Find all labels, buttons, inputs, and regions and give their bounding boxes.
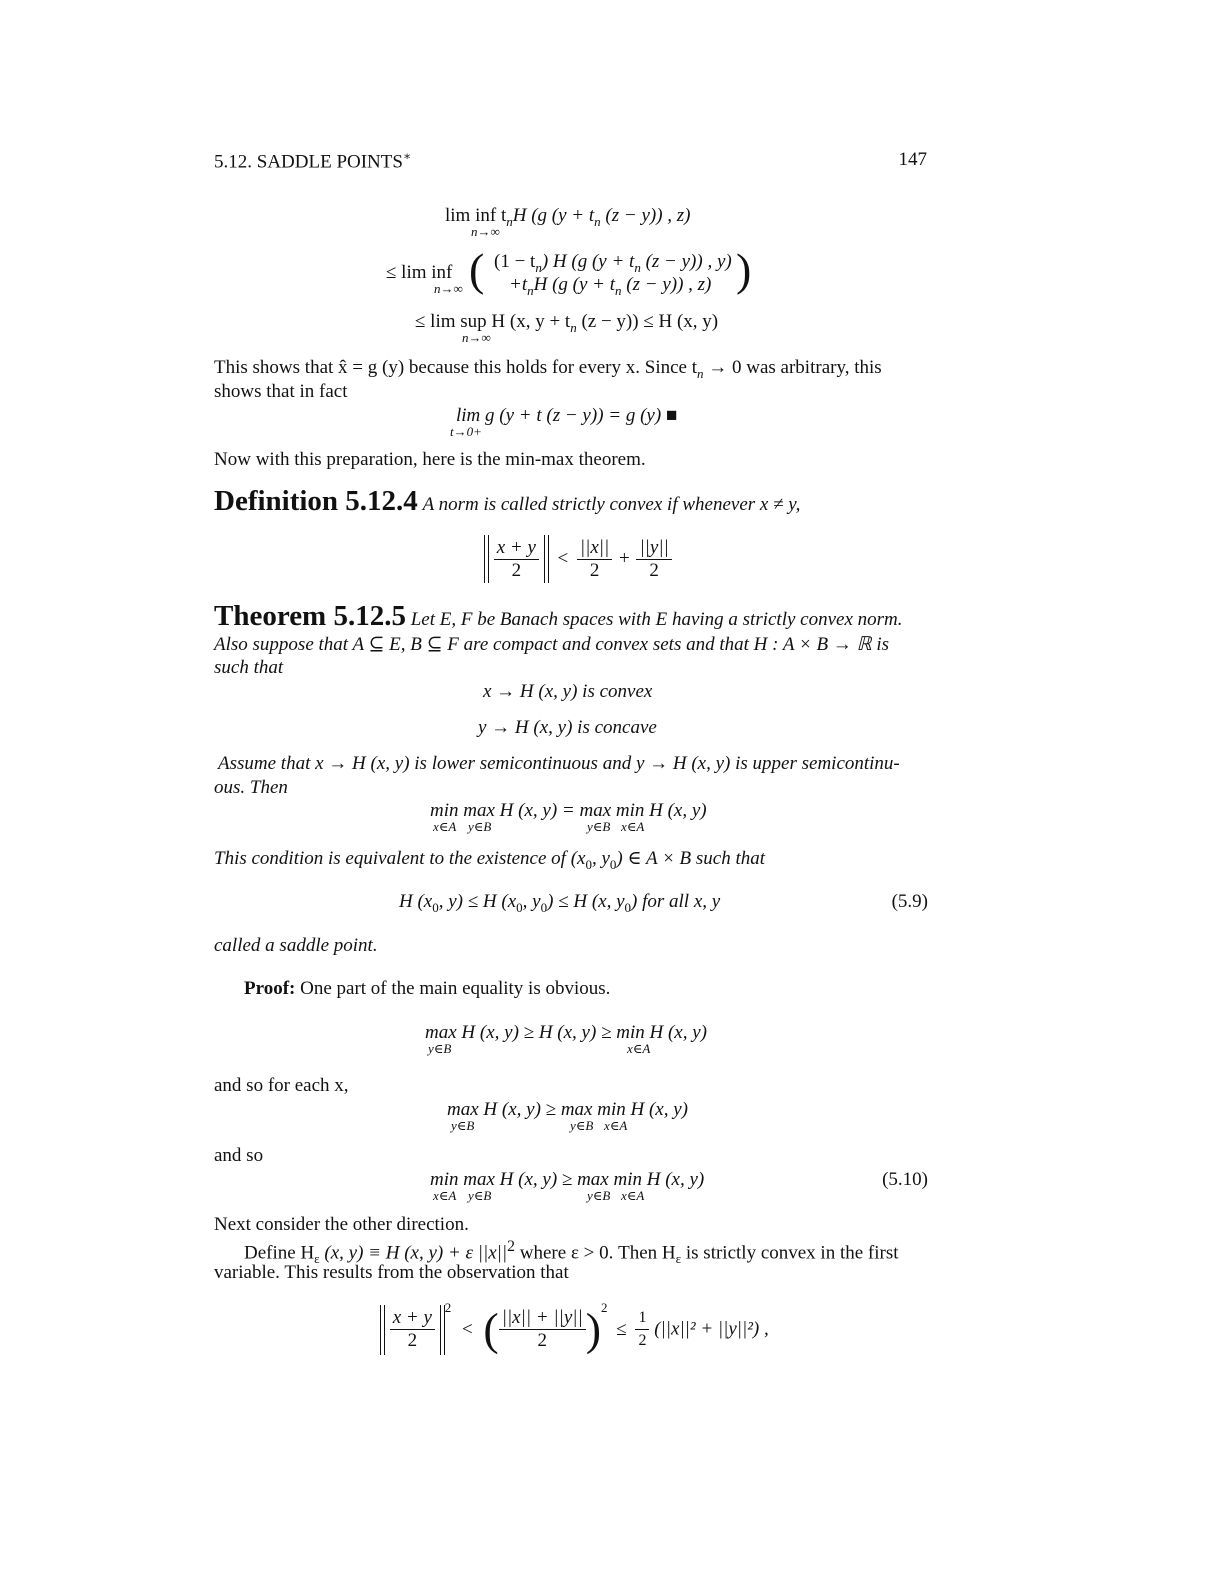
- numerator: x + y: [390, 1307, 435, 1330]
- denominator: 2: [537, 1330, 547, 1352]
- eq-text: ) ≤ H (x, y: [547, 891, 625, 912]
- eq-text: H (g (y + t: [512, 205, 595, 226]
- equation-liminf-prefix: ≤ lim inf: [386, 262, 453, 283]
- eq-text: , y: [522, 891, 541, 912]
- subscript-yB: y∈B: [468, 819, 492, 834]
- denominator: 2: [649, 559, 659, 581]
- equation-minmax: min max H (x, y) = max min H (x, y): [430, 800, 707, 821]
- paragraph-line: and so for each x,: [214, 1075, 349, 1096]
- numerator: ||x|| + ||y||: [499, 1307, 586, 1330]
- numerator: x + y: [494, 537, 539, 560]
- theorem-line: Also suppose that A ⊆ E, B ⊆ F are compact and convex sets and that H : A × B → ℝ is: [214, 634, 890, 655]
- eq-text: H (x: [399, 891, 433, 912]
- paragraph-line: shows that in fact: [214, 381, 348, 402]
- paragraph-line: This shows that x̂ = g (y) because this holds for every x. Since $t_n \to 0$ was arbitrary, this: [214, 357, 882, 381]
- theorem-title: Theorem 5.12.5: [214, 600, 406, 632]
- text-span: where ε > 0. Then H: [515, 1242, 676, 1264]
- subscript-xA: x∈A: [604, 1118, 628, 1133]
- limit-subscript: n→∞: [471, 224, 500, 239]
- numerator: 1: [635, 1307, 649, 1330]
- section-title: 5.12. SADDLE POINTS: [214, 151, 403, 173]
- eq-text: +t: [509, 274, 528, 295]
- right-paren: ): [585, 1303, 602, 1355]
- norm-bar: [380, 1305, 385, 1355]
- operator: <: [461, 1318, 473, 1340]
- paragraph-line: Next consider the other direction.: [214, 1214, 469, 1235]
- theorem-body: Let E, F be Banach spaces with E having a strictly convex norm.: [410, 609, 903, 630]
- text-span: is strictly convex in the first: [681, 1242, 899, 1264]
- definition-heading: [214, 485, 800, 518]
- subscript-xA: x∈A: [433, 819, 457, 834]
- theorem-line: Assume that x → H (x, y) is lower semicontinuous and y → H (x, y) is upper semicontinu-: [218, 753, 900, 774]
- exponent: 2: [601, 1300, 608, 1315]
- eq-text: lim inf t: [445, 205, 507, 226]
- equation-final: [380, 1300, 769, 1355]
- exponent: 2: [444, 1300, 452, 1315]
- definition-title: Definition 5.12.4: [214, 485, 418, 517]
- theorem-heading: [214, 600, 903, 633]
- limit-subscript: n→∞: [462, 330, 491, 345]
- page-number: 147: [898, 149, 927, 170]
- eq-text: (z − y)) , z): [621, 274, 712, 295]
- subscript-yB: y∈B: [468, 1188, 492, 1203]
- limit-subscript: t→0+: [450, 424, 482, 439]
- denominator: 2: [407, 1330, 418, 1352]
- equation-obvious: max H (x, y) ≥ H (x, y) ≥ min H (x, y): [425, 1022, 707, 1043]
- paragraph-line: Define $H_\varepsilon$ (x, y) ≡ H (x, y) + ε $||x||^2$ where ε > 0. Then $H_\varepsilon$ is strictly convex in the first: [244, 1238, 899, 1267]
- equation-5-10: min max H (x, y) ≥ max min H (x, y): [430, 1169, 705, 1190]
- proof-line: [244, 978, 610, 1000]
- text-span: This condition is equivalent to the existence of (x: [214, 848, 586, 869]
- running-header: [214, 149, 411, 173]
- theorem-line: called a saddle point.: [214, 935, 378, 956]
- fraction: [390, 1307, 435, 1352]
- subscript-xA: x∈A: [621, 819, 645, 834]
- concave-line: y → H (x, y) is concave: [478, 717, 657, 738]
- eq-text: ≤ lim sup H (x, y + t: [415, 311, 571, 332]
- denominator: 2: [638, 1332, 647, 1350]
- denominator: 2: [589, 559, 600, 581]
- text-span: , y: [591, 848, 610, 869]
- fraction: [494, 537, 539, 582]
- equation-number: (5.9): [891, 891, 928, 912]
- text-span: Define H: [244, 1242, 315, 1264]
- equation-strict-convex: [484, 535, 672, 583]
- left-paren: (: [483, 1303, 499, 1355]
- theorem-line: such that: [214, 657, 284, 678]
- paragraph-line: Now with this preparation, here is the min-max theorem.: [214, 449, 646, 470]
- numerator: ||x||: [577, 537, 612, 560]
- fraction: [636, 537, 671, 582]
- paragraph-line: variable. This results from the observation that: [214, 1262, 569, 1283]
- text-span: → 0 was arbitrary, this: [703, 357, 882, 378]
- theorem-line: ous. Then: [214, 777, 288, 798]
- subscript-xA: x∈A: [433, 1188, 457, 1203]
- subscript-yB: y∈B: [428, 1041, 452, 1056]
- eq-text: (z − y)) , y): [640, 251, 732, 272]
- eq-text: H (g (y + t: [533, 274, 616, 295]
- theorem-line: This condition is equivalent to the existence of ($x_0$, $y_0$) ∈ A × B such that: [214, 848, 766, 872]
- convex-line: x → H (x, y) is convex: [483, 681, 653, 702]
- operator: <: [557, 548, 569, 569]
- text-span: (x, y) ≡ H (x, y) + ε ||x||: [319, 1242, 508, 1264]
- fraction: [577, 537, 612, 582]
- denominator: 2: [511, 559, 522, 581]
- eq-text: , y) ≤ H (x: [438, 891, 517, 912]
- eq-text: (z − y)) , z): [600, 205, 691, 226]
- equation-5-9: H ($x_0$, y) ≤ H ($x_0$, $y_0) \le H$ (x, $y_0$) for all x, y: [399, 891, 721, 915]
- subscript-xA: x∈A: [621, 1188, 645, 1203]
- fraction: [499, 1307, 586, 1352]
- equation-row1: $(1 - t_n)$ H (g ($y + t_n$ (z − y)) , y): [494, 251, 732, 275]
- eq-text: lim g (y + t (z − y)) = g (y): [456, 405, 662, 426]
- asterisk: ∗: [402, 149, 412, 163]
- equation-liminf-line1: lim inf $t_nH$ (g ($y + t_n$ (z − y)) , z): [445, 205, 691, 229]
- subscript-yB: y∈B: [587, 1188, 611, 1203]
- eq-text: (z − y)) ≤ H (x, y): [576, 311, 719, 332]
- norm-bar: [484, 535, 489, 583]
- equation-row2: $+t_nH$ (g ($y + t_n$ (z − y)) , z): [509, 274, 712, 298]
- equation-number: (5.10): [882, 1169, 928, 1190]
- eq-text: (1 − t: [494, 251, 536, 272]
- equation-limsup: ≤ lim sup H (x, $y + t_n$ (z − y)) ≤ H (x, y): [415, 311, 719, 335]
- left-paren: (: [469, 244, 485, 295]
- text-span: One part of the main equality is obvious.: [295, 978, 611, 999]
- norm-bar: [544, 535, 549, 583]
- numerator: ||y||: [636, 537, 671, 560]
- subscript-xA: x∈A: [627, 1041, 651, 1056]
- proof-label: Proof:: [244, 978, 296, 999]
- right-paren: ): [736, 244, 752, 295]
- eq-text: ) for all x, y: [631, 891, 721, 912]
- limit-subscript: n→∞: [434, 281, 463, 296]
- equation-each: max H (x, y) ≥ max min H (x, y): [447, 1099, 688, 1120]
- definition-body: A norm is called strictly convex if whenever x ≠ y,: [422, 494, 801, 515]
- text-span: This shows that x̂ = g (y) because this holds for every x. Since t: [214, 357, 697, 378]
- equation-limit-zero: [456, 405, 677, 427]
- eq-text: (||x||² + ||y||²) ,: [654, 1318, 769, 1340]
- fraction: [635, 1307, 649, 1352]
- qed-symbol: ■: [665, 405, 678, 426]
- text-span: ) ∈ A × B such that: [616, 848, 766, 869]
- eq-text: ) H (g (y + t: [541, 251, 635, 272]
- subscript-yB: y∈B: [570, 1118, 594, 1133]
- operator: +: [618, 548, 630, 569]
- subscript-yB: y∈B: [587, 819, 611, 834]
- subscript-yB: y∈B: [451, 1118, 475, 1133]
- paragraph-line: and so: [214, 1145, 264, 1166]
- operator: ≤: [616, 1318, 627, 1340]
